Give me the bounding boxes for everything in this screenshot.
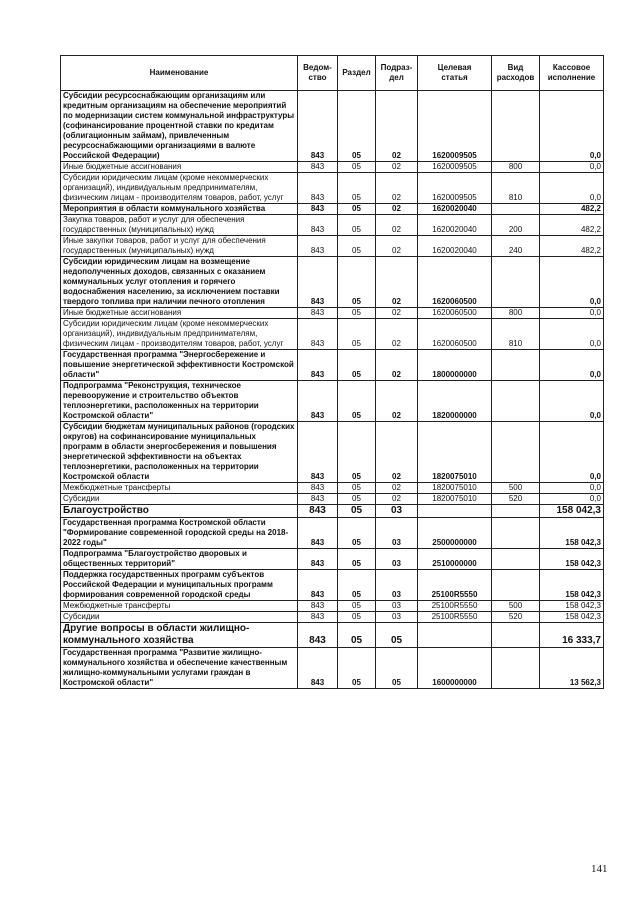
col-header-csr: Целевая статья (418, 56, 492, 91)
table-row (61, 483, 604, 494)
row-value: 158 042,3 (540, 601, 604, 612)
row-vr: 520 (492, 612, 540, 623)
row-value: 0,0 (540, 381, 604, 422)
row-name: Государственная программа Костромской области "Формирование современной городской среды на 2018-2022 годы" (61, 518, 298, 549)
row-name: Благоустройство (61, 505, 298, 518)
row-ved: 843 (298, 350, 338, 381)
row-csr: 1820075010 (418, 494, 492, 505)
row-ved: 843 (298, 308, 338, 319)
row-razdel: 05 (338, 612, 376, 623)
row-vr: 810 (492, 173, 540, 204)
row-name: Субсидии бюджетам муниципальных районов (городских округов) на софинансирование муниципальных программ в области энергосбережения и повышения энергетической эффективности на объектах теплоэнергетики, расположенных на территории Костромской области (61, 422, 298, 483)
row-ved: 843 (298, 162, 338, 173)
row-vr (492, 623, 540, 648)
row-ved: 843 (298, 91, 338, 162)
table-row (61, 612, 604, 623)
row-name: Субсидии юридическим лицам (кроме некоммерческих организаций), индивидуальным предпринимателям, физическим лицам - производителям товаров, работ, услуг (61, 173, 298, 204)
table-row (61, 570, 604, 601)
row-name: Межбюджетные трансферты (61, 483, 298, 494)
row-razdel: 05 (338, 308, 376, 319)
row-ved: 843 (298, 518, 338, 549)
row-value: 0,0 (540, 173, 604, 204)
row-name: Субсидии юридическим лицам на возмещение недополученных доходов, связанных с оказанием коммунальных услуг отопления и горячего водоснабжения населению, за исключением поставки твердого топлива при наличии печного отопления (61, 257, 298, 308)
row-value: 0,0 (540, 422, 604, 483)
row-value: 158 042,3 (540, 570, 604, 601)
row-ved: 843 (298, 236, 338, 257)
row-podrazdel: 02 (376, 483, 418, 494)
row-razdel: 05 (338, 215, 376, 236)
row-ved: 843 (298, 257, 338, 308)
row-podrazdel: 02 (376, 162, 418, 173)
row-razdel: 05 (338, 204, 376, 215)
row-csr: 1620060500 (418, 308, 492, 319)
row-csr: 1800000000 (418, 350, 492, 381)
row-ved: 843 (298, 494, 338, 505)
table-row (61, 505, 604, 518)
row-podrazdel: 03 (376, 505, 418, 518)
row-ved: 843 (298, 648, 338, 689)
table-row (61, 257, 604, 308)
row-podrazdel: 03 (376, 601, 418, 612)
row-razdel: 05 (338, 173, 376, 204)
row-csr: 25100R5550 (418, 570, 492, 601)
row-value: 0,0 (540, 91, 604, 162)
row-vr: 240 (492, 236, 540, 257)
header-row (61, 56, 604, 91)
col-header-vr: Вид расходов (492, 56, 540, 91)
row-vr: 500 (492, 601, 540, 612)
row-value: 158 042,3 (540, 612, 604, 623)
row-name: Иные закупки товаров, работ и услуг для обеспечения государственных (муниципальных) нужд (61, 236, 298, 257)
row-vr (492, 549, 540, 570)
row-vr: 810 (492, 319, 540, 350)
table-row (61, 162, 604, 173)
row-value: 0,0 (540, 308, 604, 319)
row-podrazdel: 02 (376, 381, 418, 422)
row-podrazdel: 02 (376, 350, 418, 381)
row-razdel: 05 (338, 518, 376, 549)
row-razdel: 05 (338, 319, 376, 350)
row-name: Субсидии (61, 612, 298, 623)
table-row (61, 91, 604, 162)
row-csr: 1820075010 (418, 483, 492, 494)
row-podrazdel: 02 (376, 236, 418, 257)
row-ved: 843 (298, 215, 338, 236)
row-razdel: 05 (338, 601, 376, 612)
row-ved: 843 (298, 381, 338, 422)
row-value: 0,0 (540, 162, 604, 173)
col-header-name: Наименование (61, 56, 298, 91)
row-name: Другие вопросы в области жилищно-коммунального хозяйства (61, 623, 298, 648)
row-vr (492, 570, 540, 601)
row-value: 158 042,3 (540, 549, 604, 570)
table-row (61, 173, 604, 204)
col-header-razdel: Раздел (338, 56, 376, 91)
row-razdel: 05 (338, 549, 376, 570)
row-name: Межбюджетные трансферты (61, 601, 298, 612)
row-value: 0,0 (540, 319, 604, 350)
row-vr: 500 (492, 483, 540, 494)
row-podrazdel: 02 (376, 204, 418, 215)
table-row (61, 518, 604, 549)
row-csr: 1620009505 (418, 173, 492, 204)
row-podrazdel: 02 (376, 308, 418, 319)
row-vr (492, 91, 540, 162)
table-row (61, 601, 604, 612)
row-name: Поддержка государственных программ субъектов Российской Федерации и муниципальных программ формирования современной городской среды (61, 570, 298, 601)
row-podrazdel: 05 (376, 623, 418, 648)
row-ved: 843 (298, 601, 338, 612)
row-csr: 2500000000 (418, 518, 492, 549)
row-csr: 1620020040 (418, 215, 492, 236)
page-number: 141 (591, 863, 608, 875)
table-row (61, 319, 604, 350)
row-csr: 1620009505 (418, 91, 492, 162)
row-csr: 25100R5550 (418, 601, 492, 612)
table-row (61, 422, 604, 483)
row-razdel: 05 (338, 91, 376, 162)
row-value: 13 562,3 (540, 648, 604, 689)
table-row (61, 381, 604, 422)
row-podrazdel: 03 (376, 612, 418, 623)
row-value: 0,0 (540, 494, 604, 505)
row-csr: 1620009505 (418, 162, 492, 173)
row-ved: 843 (298, 173, 338, 204)
row-name: Иные бюджетные ассигнования (61, 162, 298, 173)
row-podrazdel: 05 (376, 648, 418, 689)
row-razdel: 05 (338, 570, 376, 601)
row-csr: 1620060500 (418, 319, 492, 350)
row-podrazdel: 02 (376, 215, 418, 236)
table-row (61, 204, 604, 215)
row-razdel: 05 (338, 381, 376, 422)
row-razdel: 05 (338, 257, 376, 308)
row-name: Государственная программа "Энергосбережение и повышение энергетической эффективности Костромской области" (61, 350, 298, 381)
row-podrazdel: 02 (376, 91, 418, 162)
row-razdel: 05 (338, 505, 376, 518)
row-value: 158 042,3 (540, 518, 604, 549)
table-row (61, 215, 604, 236)
row-razdel: 05 (338, 623, 376, 648)
row-podrazdel: 03 (376, 518, 418, 549)
table-row (61, 494, 604, 505)
row-podrazdel: 02 (376, 257, 418, 308)
row-ved: 843 (298, 422, 338, 483)
row-razdel: 05 (338, 236, 376, 257)
row-csr: 1820000000 (418, 381, 492, 422)
row-name: Иные бюджетные ассигнования (61, 308, 298, 319)
row-ved: 843 (298, 483, 338, 494)
row-name: Субсидии юридическим лицам (кроме некоммерческих организаций), индивидуальным предпринимателям, физическим лицам - производителям товаров, работ, услуг (61, 319, 298, 350)
row-value: 16 333,7 (540, 623, 604, 648)
row-csr: 2510000000 (418, 549, 492, 570)
row-name: Подпрограмма "Благоустройство дворовых и общественных территорий" (61, 549, 298, 570)
row-ved: 843 (298, 623, 338, 648)
row-ved: 843 (298, 505, 338, 518)
row-name: Субсидии (61, 494, 298, 505)
row-vr (492, 518, 540, 549)
row-vr (492, 204, 540, 215)
row-vr (492, 505, 540, 518)
row-vr (492, 350, 540, 381)
row-value: 158 042,3 (540, 505, 604, 518)
row-vr (492, 422, 540, 483)
table-row (61, 350, 604, 381)
row-csr (418, 505, 492, 518)
row-value: 482,2 (540, 236, 604, 257)
table-row (61, 308, 604, 319)
row-name: Государственная программа "Развитие жилищно-коммунального хозяйства и обеспечение качественным жилищно-коммунальными услугами граждан в Костромской области" (61, 648, 298, 689)
col-header-ved: Ведом- ство (298, 56, 338, 91)
row-vr: 520 (492, 494, 540, 505)
row-name: Мероприятия в области коммунального хозяйства (61, 204, 298, 215)
row-csr: 1620060500 (418, 257, 492, 308)
row-vr (492, 381, 540, 422)
table-row (61, 549, 604, 570)
row-csr (418, 623, 492, 648)
row-podrazdel: 02 (376, 173, 418, 204)
row-vr (492, 257, 540, 308)
budget-table (60, 55, 604, 689)
row-razdel: 05 (338, 350, 376, 381)
row-ved: 843 (298, 319, 338, 350)
row-name: Субсидии ресурсоснабжающим организациям или кредитным организациям на обеспечение мероприятий по модернизации систем коммунальной инфраструктуры (софинансирование процентной ставки по кредитам (облигационным займам), привлеченным ресурсоснабжающими организациями в валюте Российской Федерации) (61, 91, 298, 162)
row-csr: 1820075010 (418, 422, 492, 483)
row-razdel: 05 (338, 422, 376, 483)
row-value: 0,0 (540, 483, 604, 494)
row-razdel: 05 (338, 648, 376, 689)
table-row (61, 648, 604, 689)
row-value: 482,2 (540, 204, 604, 215)
row-csr: 1620020040 (418, 204, 492, 215)
row-vr: 200 (492, 215, 540, 236)
row-csr: 1600000000 (418, 648, 492, 689)
row-value: 0,0 (540, 257, 604, 308)
row-csr: 25100R5550 (418, 612, 492, 623)
row-vr: 800 (492, 162, 540, 173)
row-ved: 843 (298, 570, 338, 601)
row-vr: 800 (492, 308, 540, 319)
row-ved: 843 (298, 204, 338, 215)
col-header-value: Кассовое исполнение (540, 56, 604, 91)
row-value: 0,0 (540, 350, 604, 381)
row-podrazdel: 02 (376, 319, 418, 350)
row-razdel: 05 (338, 162, 376, 173)
row-value: 482,2 (540, 215, 604, 236)
row-name: Закупка товаров, работ и услуг для обеспечения государственных (муниципальных) нужд (61, 215, 298, 236)
row-podrazdel: 02 (376, 422, 418, 483)
row-podrazdel: 02 (376, 494, 418, 505)
row-ved: 843 (298, 549, 338, 570)
table-row (61, 236, 604, 257)
row-name: Подпрограмма "Реконструкция, техническое перевооружение и строительство объектов теплоэнергетики, расположенных на территории Костромской области" (61, 381, 298, 422)
row-ved: 843 (298, 612, 338, 623)
col-header-podrazdel: Подраз- дел (376, 56, 418, 91)
row-csr: 1620020040 (418, 236, 492, 257)
row-razdel: 05 (338, 494, 376, 505)
row-podrazdel: 03 (376, 570, 418, 601)
row-vr (492, 648, 540, 689)
table-row (61, 623, 604, 648)
row-razdel: 05 (338, 483, 376, 494)
row-podrazdel: 03 (376, 549, 418, 570)
